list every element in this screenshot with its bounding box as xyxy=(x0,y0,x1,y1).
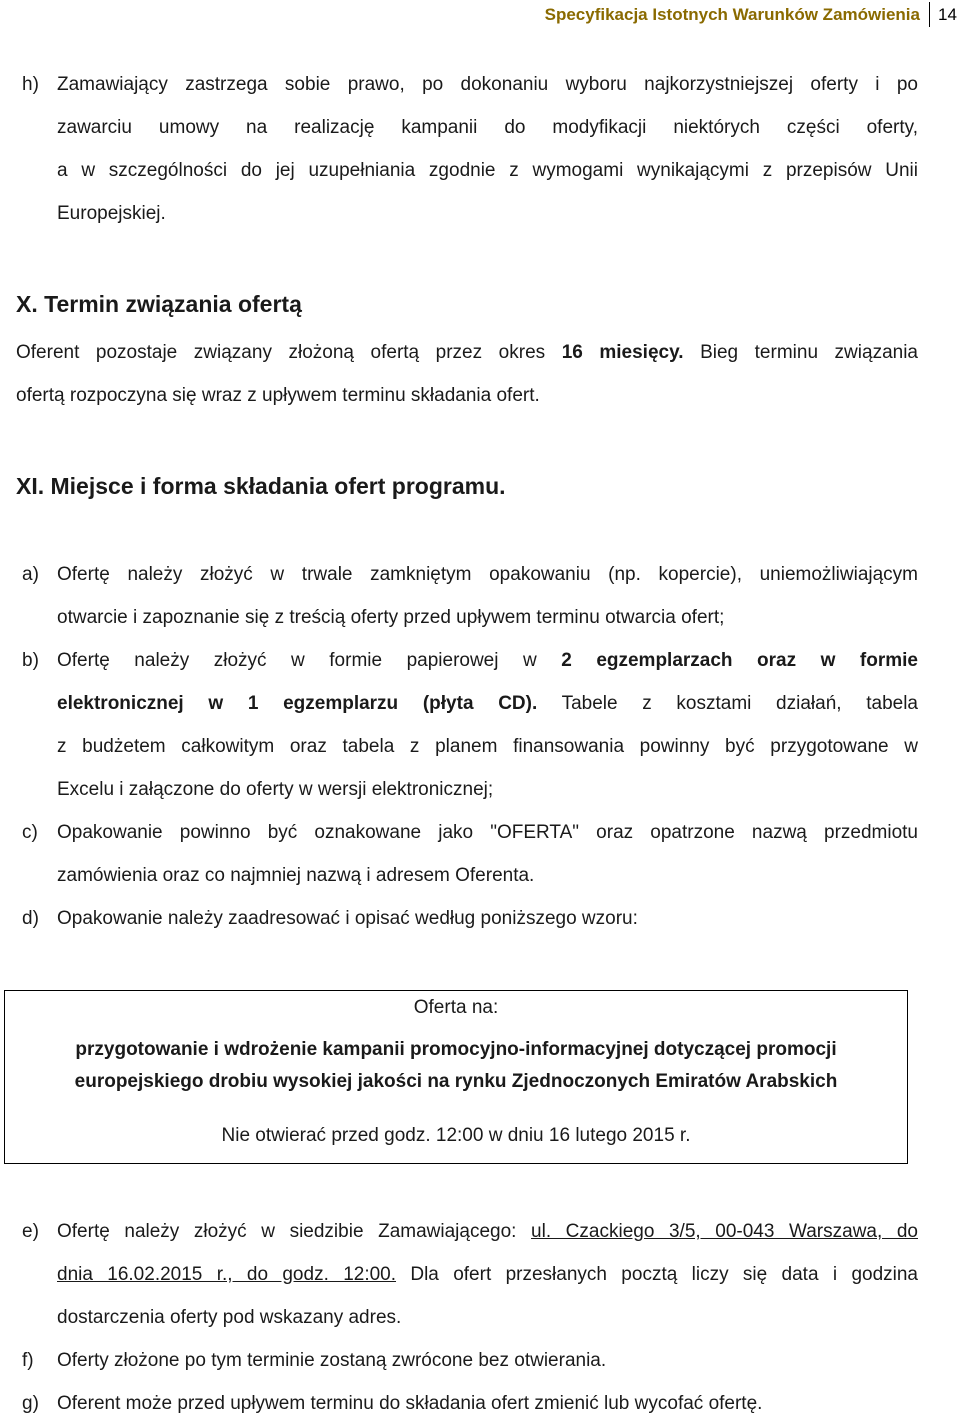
item-c-line-2: zamówienia oraz co najmniej nazwą i adresem Oferenta. xyxy=(57,865,535,886)
item-h-line-1: Zamawiający zastrzega sobie prawo, po dokonaniu wyboru najkorzystniejszej oferty i po xyxy=(57,74,918,95)
item-h-line-3: a w szczególności do jej uzupełniania zgodnie z wymogami wynikającymi z przepisów Unii xyxy=(57,160,918,181)
item-a-line-2: otwarcie i zapoznanie się z treścią oferty przed upływem terminu otwarcia ofert; xyxy=(57,607,725,628)
section-x-heading: X. Termin związania ofertą xyxy=(16,291,302,317)
offer-box-subject-line-1: przygotowanie i wdrożenie kampanii promocyjno-informacyjnej dotyczącej promocji xyxy=(75,1039,837,1060)
header-divider xyxy=(929,2,930,27)
item-b-label: b) xyxy=(22,650,39,671)
section-xi-heading: XI. Miejsce i forma składania ofert programu. xyxy=(16,473,506,499)
item-d-label: d) xyxy=(22,908,39,929)
offer-box-warning: Nie otwierać przed godz. 12:00 w dniu 16 lutego 2015 r. xyxy=(221,1125,691,1146)
document-title: Specyfikacja Istotnych Warunków Zamówienia xyxy=(544,5,920,24)
item-g-text: Oferent może przed upływem terminu do składania ofert zmienić lub wycofać ofertę. xyxy=(57,1393,763,1414)
item-e-label: e) xyxy=(22,1221,39,1242)
item-h-line-4: Europejskiej. xyxy=(57,203,166,224)
offer-box-subject-line-2: europejskiego drobiu wysokiej jakości na rynku Zjednoczonych Emiratów Arabskich xyxy=(74,1071,838,1092)
item-b-line-2: elektronicznej w 1 egzemplarzu (płyta CD). Tabele z kosztami działań, tabela xyxy=(57,693,918,714)
page-number: 14 xyxy=(938,5,957,24)
item-e-line-2: dnia 16.02.2015 r., do godz. 12:00. Dla ofert przesłanych pocztą liczy się data i godzina xyxy=(57,1264,918,1285)
item-f-text: Oferty złożone po tym terminie zostaną zwrócone bez otwierania. xyxy=(57,1350,607,1371)
offer-label-box xyxy=(4,990,908,1164)
item-h-label: h) xyxy=(22,74,39,95)
item-c-label: c) xyxy=(22,822,38,843)
item-f-label: f) xyxy=(22,1350,34,1371)
item-d-text: Opakowanie należy zaadresować i opisać według poniższego wzoru: xyxy=(57,908,638,929)
item-a-label: a) xyxy=(22,564,39,585)
item-h-line-2: zawarciu umowy na realizację kampanii do modyfikacji niektórych części oferty, xyxy=(57,117,918,138)
page-header xyxy=(0,0,960,30)
item-e-line-3: dostarczenia oferty pod wskazany adres. xyxy=(57,1307,402,1328)
item-c-line-1: Opakowanie powinno być oznakowane jako "OFERTA" oraz opatrzone nazwą przedmiotu xyxy=(57,822,918,843)
offer-box-title: Oferta na: xyxy=(413,997,499,1018)
item-e-line-1: Ofertę należy złożyć w siedzibie Zamawiającego: ul. Czackiego 3/5, 00-043 Warszawa, do xyxy=(57,1221,918,1242)
item-a-line-1: Ofertę należy złożyć w trwale zamkniętym opakowaniu (np. kopercie), uniemożliwiającym xyxy=(57,564,918,585)
item-b-line-1: Ofertę należy złożyć w formie papierowej w 2 egzemplarzach oraz w formie xyxy=(57,650,918,671)
item-b-line-4: Excelu i załączone do oferty w wersji elektronicznej; xyxy=(57,779,494,800)
section-x-line-2: ofertą rozpoczyna się wraz z upływem terminu składania ofert. xyxy=(16,385,540,406)
section-x-line-1: Oferent pozostaje związany złożoną ofertą przez okres 16 miesięcy. Bieg terminu związania xyxy=(16,342,918,363)
item-g-label: g) xyxy=(22,1393,39,1414)
item-b-line-3: z budżetem całkowitym oraz tabela z planem finansowania powinny być przygotowane w xyxy=(57,736,918,757)
